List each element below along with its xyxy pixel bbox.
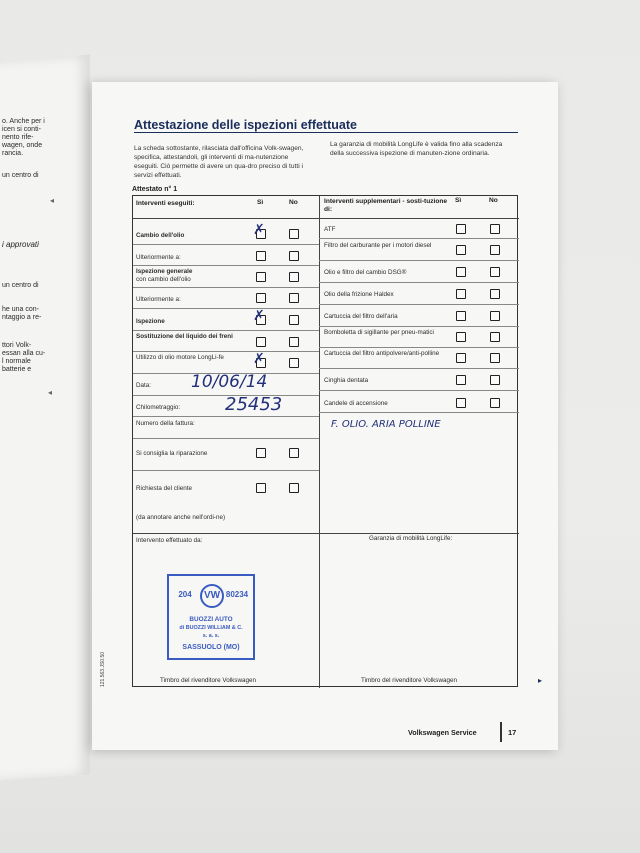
left-page-arrow-icon: ◂ bbox=[48, 388, 53, 397]
side-code: 121.563.JS0.50 bbox=[100, 651, 106, 687]
right-item-label: Candele di accensione bbox=[324, 400, 388, 407]
service-booklet-page bbox=[92, 82, 558, 750]
dealer-stamp bbox=[167, 574, 255, 660]
previous-page bbox=[0, 55, 90, 782]
vw-logo-icon: VW bbox=[200, 584, 224, 608]
cinghia-si-checkbox[interactable] bbox=[456, 375, 466, 385]
right-item-label: Cartuccia del filtro antipolvere/anti-polline bbox=[324, 350, 440, 357]
footer-brand: Volkswagen Service bbox=[408, 728, 477, 737]
sigillante-si-checkbox[interactable] bbox=[456, 332, 466, 342]
haldex-si-checkbox[interactable] bbox=[456, 289, 466, 299]
left-item-sublabel: con cambio dell'olio bbox=[136, 276, 191, 283]
richiesta-no-checkbox[interactable] bbox=[289, 483, 299, 493]
ulteriormente-si-checkbox[interactable] bbox=[256, 251, 266, 261]
chilometraggio-label: Chilometraggio: bbox=[136, 404, 181, 411]
row-divider bbox=[319, 390, 519, 391]
attestato-label: Attestato n° 1 bbox=[132, 186, 178, 193]
intro-right: La garanzia di mobilità LongLife è valida fino alla scadenza della successiva ispezione di manuten-zione ordinaria. bbox=[330, 141, 503, 157]
left-no-label: No bbox=[289, 199, 298, 206]
sigillante-no-checkbox[interactable] bbox=[490, 332, 500, 342]
ispezione-generale-no-checkbox[interactable] bbox=[289, 272, 299, 282]
left-si-label: Sì bbox=[257, 199, 264, 206]
row-divider bbox=[319, 238, 519, 239]
row-divider bbox=[319, 347, 519, 348]
liquido-freni-no-checkbox[interactable] bbox=[289, 337, 299, 347]
row-divider bbox=[133, 416, 319, 417]
olio-dsg-no-checkbox[interactable] bbox=[490, 267, 500, 277]
right-item-label: Bomboletta di sigillante per pneu-matici bbox=[324, 329, 434, 336]
intro-left: La scheda sottostante, rilasciata dall'officina Volk-swagen, specifica, attestandoli, gli interventi di ma-nutenzione eseguiti. Ciò permette di avere un qua-dro preciso di tutti i servizi effettuati. bbox=[134, 145, 304, 179]
candele-si-checkbox[interactable] bbox=[456, 398, 466, 408]
filtro-aria-si-checkbox[interactable] bbox=[456, 311, 466, 321]
right-header: Interventi supplementari - sosti-tuzione di: bbox=[324, 198, 448, 213]
row-divider bbox=[319, 326, 519, 327]
richiesta-label: Richiesta del cliente bbox=[136, 485, 193, 492]
stamp-city: SASSUOLO (MO) bbox=[182, 644, 240, 651]
data-value[interactable]: 10/06/14 bbox=[191, 372, 268, 392]
ulteriormente2-no-checkbox[interactable] bbox=[289, 293, 299, 303]
cambio-olio-no-checkbox[interactable] bbox=[289, 229, 299, 239]
bottom-column-divider bbox=[319, 533, 320, 688]
liquido-freni-si-checkbox[interactable] bbox=[256, 337, 266, 347]
ispezione-no-checkbox[interactable] bbox=[289, 315, 299, 325]
data-label: Data: bbox=[136, 382, 152, 389]
row-divider bbox=[319, 282, 519, 283]
row-divider bbox=[133, 351, 319, 352]
next-arrow-icon: ▸ bbox=[538, 676, 543, 685]
riparazione-si-checkbox[interactable] bbox=[256, 448, 266, 458]
filtro-carburante-si-checkbox[interactable] bbox=[456, 245, 466, 255]
checkmark-icon: ✗ bbox=[253, 307, 265, 323]
left-item-label: Utilizzo di olio motore LongLi-fe bbox=[136, 354, 224, 361]
garanzia-label: Garanzia di mobilità LongLife: bbox=[369, 535, 453, 542]
stamp-code-right: 80234 bbox=[225, 590, 249, 599]
stamp-name: BUOZZI AUTO bbox=[189, 616, 233, 623]
row-divider bbox=[133, 470, 319, 471]
chilometraggio-value[interactable]: 25453 bbox=[225, 394, 283, 415]
row-divider bbox=[133, 287, 319, 288]
olio-dsg-si-checkbox[interactable] bbox=[456, 267, 466, 277]
right-item-label: Cartuccia del filtro dell'aria bbox=[324, 313, 398, 320]
stamp-line2: di BUOZZI WILLIAM & C. bbox=[179, 625, 243, 631]
right-si-label: Sì bbox=[455, 197, 462, 204]
candele-no-checkbox[interactable] bbox=[490, 398, 500, 408]
page-title: Attestazione delle ispezioni effettuate bbox=[134, 118, 357, 132]
handwritten-note[interactable]: F. OLIO. ARIA POLLINE bbox=[331, 419, 441, 430]
fattura-label: Numero della fattura: bbox=[136, 420, 195, 427]
page-number: 17 bbox=[508, 728, 517, 737]
stamp-code-left: 204 bbox=[178, 590, 192, 599]
richiesta-si-checkbox[interactable] bbox=[256, 483, 266, 493]
row-divider bbox=[319, 304, 519, 305]
row-divider bbox=[133, 438, 319, 439]
title-divider bbox=[134, 132, 518, 133]
checkmark-icon: ✗ bbox=[253, 221, 265, 237]
left-item-label: Ispezione generale bbox=[136, 268, 193, 275]
footer-separator bbox=[500, 722, 502, 742]
left-item-label: Ulteriormente a: bbox=[136, 254, 181, 261]
row-divider bbox=[133, 244, 319, 245]
row-divider bbox=[133, 533, 519, 534]
timbro-right-label: Timbro del rivenditore Volkswagen bbox=[361, 677, 458, 684]
left-item-label: Cambio dell'olio bbox=[136, 232, 185, 239]
right-item-label: Olio e filtro del cambio DSG® bbox=[324, 269, 407, 276]
riparazione-label: Si consiglia la riparazione bbox=[136, 450, 208, 457]
checkmark-icon: ✗ bbox=[253, 350, 265, 366]
row-divider bbox=[133, 330, 319, 331]
riparazione-no-checkbox[interactable] bbox=[289, 448, 299, 458]
filtro-carburante-no-checkbox[interactable] bbox=[490, 245, 500, 255]
row-divider bbox=[133, 265, 319, 266]
timbro-left-label: Timbro del rivenditore Volkswagen bbox=[160, 677, 257, 684]
atf-no-checkbox[interactable] bbox=[490, 224, 500, 234]
form-column-divider bbox=[319, 196, 320, 533]
right-item-label: Filtro del carburante per i motori diesel bbox=[324, 242, 432, 249]
row-divider bbox=[319, 260, 519, 261]
left-page-heading: i approvati bbox=[2, 240, 39, 249]
row-divider bbox=[133, 308, 319, 309]
ispezione-generale-si-checkbox[interactable] bbox=[256, 272, 266, 282]
atf-si-checkbox[interactable] bbox=[456, 224, 466, 234]
left-page-text-2: un centro di bbox=[2, 172, 39, 179]
right-no-label: No bbox=[489, 197, 498, 204]
annotare-label: (da annotare anche nell'ordi-ne) bbox=[136, 514, 226, 521]
left-page-text-5: ttori Volk- essan alla cu- l normale batterie e bbox=[2, 342, 46, 373]
left-header: Interventi eseguiti: bbox=[136, 200, 195, 207]
left-item-label: Sostituzione del liquido dei freni bbox=[136, 333, 233, 340]
left-page-text-4: he una con- ntaggio a re- bbox=[2, 306, 42, 321]
right-item-label: ATF bbox=[324, 226, 336, 233]
right-item-label: Olio della frizione Haldex bbox=[324, 291, 394, 298]
ulteriormente2-si-checkbox[interactable] bbox=[256, 293, 266, 303]
row-divider bbox=[133, 218, 519, 219]
left-page-arrow-icon: ◂ bbox=[50, 196, 55, 205]
inspection-form bbox=[132, 195, 518, 687]
row-divider bbox=[319, 368, 519, 369]
left-item-label: Ispezione bbox=[136, 318, 165, 325]
olio-longlife-no-checkbox[interactable] bbox=[289, 358, 299, 368]
antipolline-si-checkbox[interactable] bbox=[456, 353, 466, 363]
antipolline-no-checkbox[interactable] bbox=[490, 353, 500, 363]
cinghia-no-checkbox[interactable] bbox=[490, 375, 500, 385]
intervento-label: Intervento effettuato da: bbox=[136, 537, 203, 544]
left-item-label: Ulteriormente a: bbox=[136, 296, 181, 303]
ulteriormente-no-checkbox[interactable] bbox=[289, 251, 299, 261]
filtro-aria-no-checkbox[interactable] bbox=[490, 311, 500, 321]
left-page-text-1: o. Anche per i icen si conti- nento rife- wagen, onde rancia. bbox=[2, 118, 45, 157]
left-page-text-3: un centro di bbox=[2, 282, 39, 289]
right-item-label: Cinghia dentata bbox=[324, 377, 369, 384]
row-divider bbox=[319, 412, 519, 413]
stamp-line3: s. a. s. bbox=[202, 633, 220, 639]
haldex-no-checkbox[interactable] bbox=[490, 289, 500, 299]
